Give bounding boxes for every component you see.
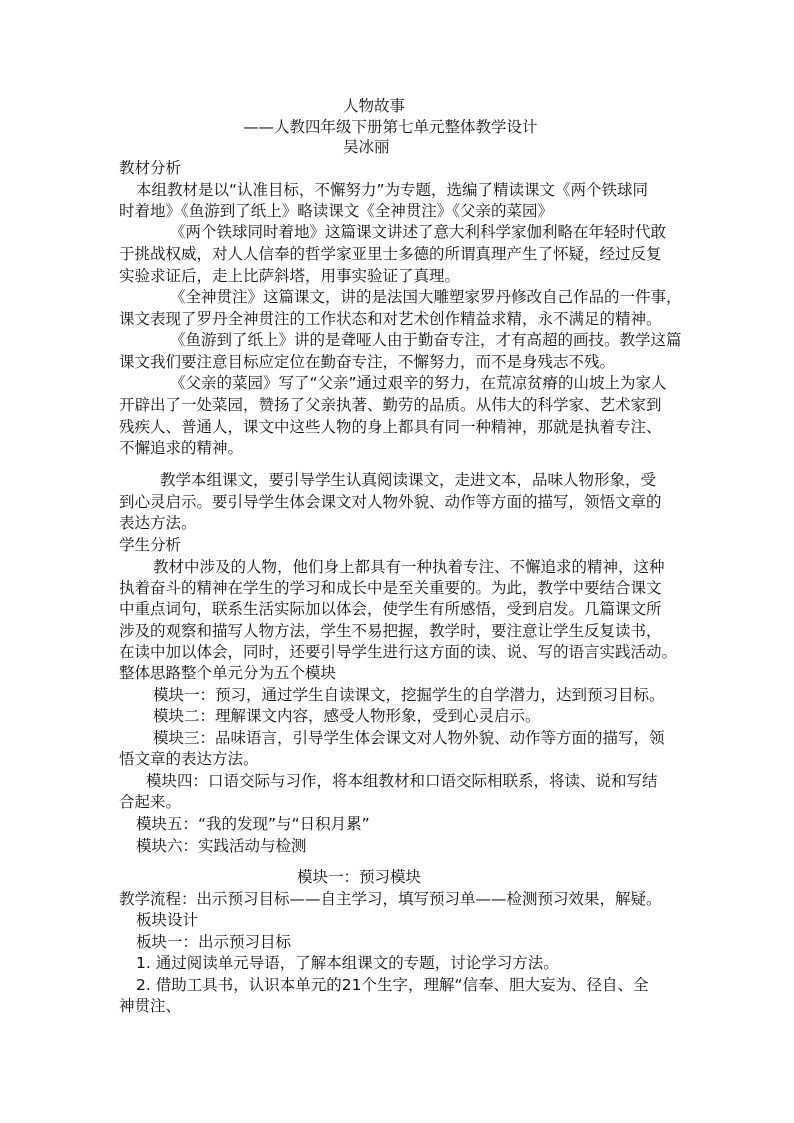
paragraph-line: 《鱼游到了纸上》讲的是聋哑人由于勤奋专注，才有高超的画技。教学这篇 <box>170 331 682 349</box>
paragraph-line: 教材中涉及的人物，他们身上都具有一种执着专注、不懈追求的精神，这种 <box>153 558 665 576</box>
paragraph-line: 《两个铁球同时着地》这篇课文讲述了意大利科学家伽利略在年轻时代敢 <box>170 223 667 241</box>
paragraph-line: 时着地》《鱼游到了纸上》略读课文《全神贯注》《父亲的菜园》 <box>119 202 554 220</box>
paragraph-line: 不懈追求的精神。 <box>119 439 244 457</box>
paragraph-line: 教学本组课文，要引导学生认真阅读课文，走进文本，品味人物形象，受 <box>160 471 657 489</box>
paragraph-line: 表达方法。 <box>119 514 197 532</box>
paragraph-line: 教学流程：出示预习目标——自主学习，填写预习单——检测预习效果，解疑。 <box>119 890 662 908</box>
module-item: 合起来。 <box>119 793 182 811</box>
paragraph-line: 于挑战权威，对人人信奉的哲学家亚里士多德的所谓真理产生了怀疑，经过反复 <box>119 245 662 263</box>
module-item: 模块五：“我的发现”与“日积月累” <box>136 815 370 833</box>
paragraph-line: 残疾人、普通人，课文中这些人物的身上都具有同一种精神，那就是执着专注、 <box>119 418 662 436</box>
module-heading: 模块一：预习模块 <box>297 868 422 886</box>
paragraph-line: 到心灵启示。要引导学生体会课文对人物外貌、动作等方面的描写，领悟文章的 <box>119 493 662 511</box>
paragraph-line: 在读中加以体会，同时，还要引导学生进行这方面的读、说、写的语言实践活动。 <box>119 643 678 661</box>
paragraph-line: 课文表现了罗丹全神贯注的工作状态和对艺术创作精益求精，永不满足的精神。 <box>119 310 662 328</box>
paragraph-line: 《全神贯注》这篇课文，讲的是法国大雕塑家罗丹修改自己作品的一件事， <box>170 288 682 306</box>
section-heading: 学生分析 <box>119 536 182 554</box>
paragraph-line: 板块设计 <box>136 911 199 929</box>
doc-subtitle: ——人教四年级下册第七单元整体教学设计 <box>243 118 538 136</box>
paragraph-line: 执着奋斗的精神在学生的学习和成长中是至关重要的。为此，教学中要结合课文 <box>119 579 662 597</box>
module-item: 模块二：理解课文内容，感受人物形象，受到心灵启示。 <box>153 707 541 725</box>
section-heading: 教材分析 <box>119 159 182 177</box>
paragraph-line: 板块一：出示预习目标 <box>136 933 292 951</box>
doc-author: 吴冰丽 <box>343 138 390 156</box>
paragraph-line: 2. 借助工具书，认识本单元的21个生字，理解“信奉、胆大妄为、径自、全 <box>136 976 649 994</box>
module-item: 悟文章的表达方法。 <box>119 750 259 768</box>
module-item: 模块四：口语交际与习作，将本组教材和口语交际相联系，将读、说和写结 <box>146 772 658 790</box>
paragraph-line: 本组教材是以“认准目标，不懈努力”为专题，选编了精读课文《两个铁球同 <box>136 181 649 199</box>
paragraph-line: 《父亲的菜园》写了“父亲”通过艰辛的努力，在荒凉贫瘠的山坡上为家人 <box>170 374 667 392</box>
paragraph-line: 涉及的观察和描写人物方法，学生不易把握，教学时，要注意让学生反复读书， <box>119 622 662 640</box>
paragraph-line: 开辟出了一处菜园，赞扬了父亲执著、勤劳的品质。从伟大的科学家、艺术家到 <box>119 396 662 414</box>
paragraph-line: 中重点词句，联系生活实际加以体会，使学生有所感悟，受到启发。几篇课文所 <box>119 600 662 618</box>
module-item: 模块六：实践活动与检测 <box>136 837 307 855</box>
paragraph-line: 实验求证后，走上比萨斜塔，用事实验证了真理。 <box>119 267 461 285</box>
paragraph-line: 神贯注、 <box>119 997 182 1015</box>
paragraph-line: 整体思路整个单元分为五个模块 <box>119 664 337 682</box>
doc-title: 人物故事 <box>343 97 406 115</box>
paragraph-line: 1. 通过阅读单元导语，了解本组课文的专题，讨论学习方法。 <box>136 954 559 972</box>
paragraph-line: 课文我们要注意目标应定位在勤奋专注，不懈努力，而不是身残志不残。 <box>119 353 616 371</box>
module-item: 模块一：预习，通过学生自读课文，挖掘学生的自学潜力，达到预习目标。 <box>153 686 665 704</box>
module-item: 模块三：品味语言，引导学生体会课文对人物外貌、动作等方面的描写，领 <box>153 729 665 747</box>
